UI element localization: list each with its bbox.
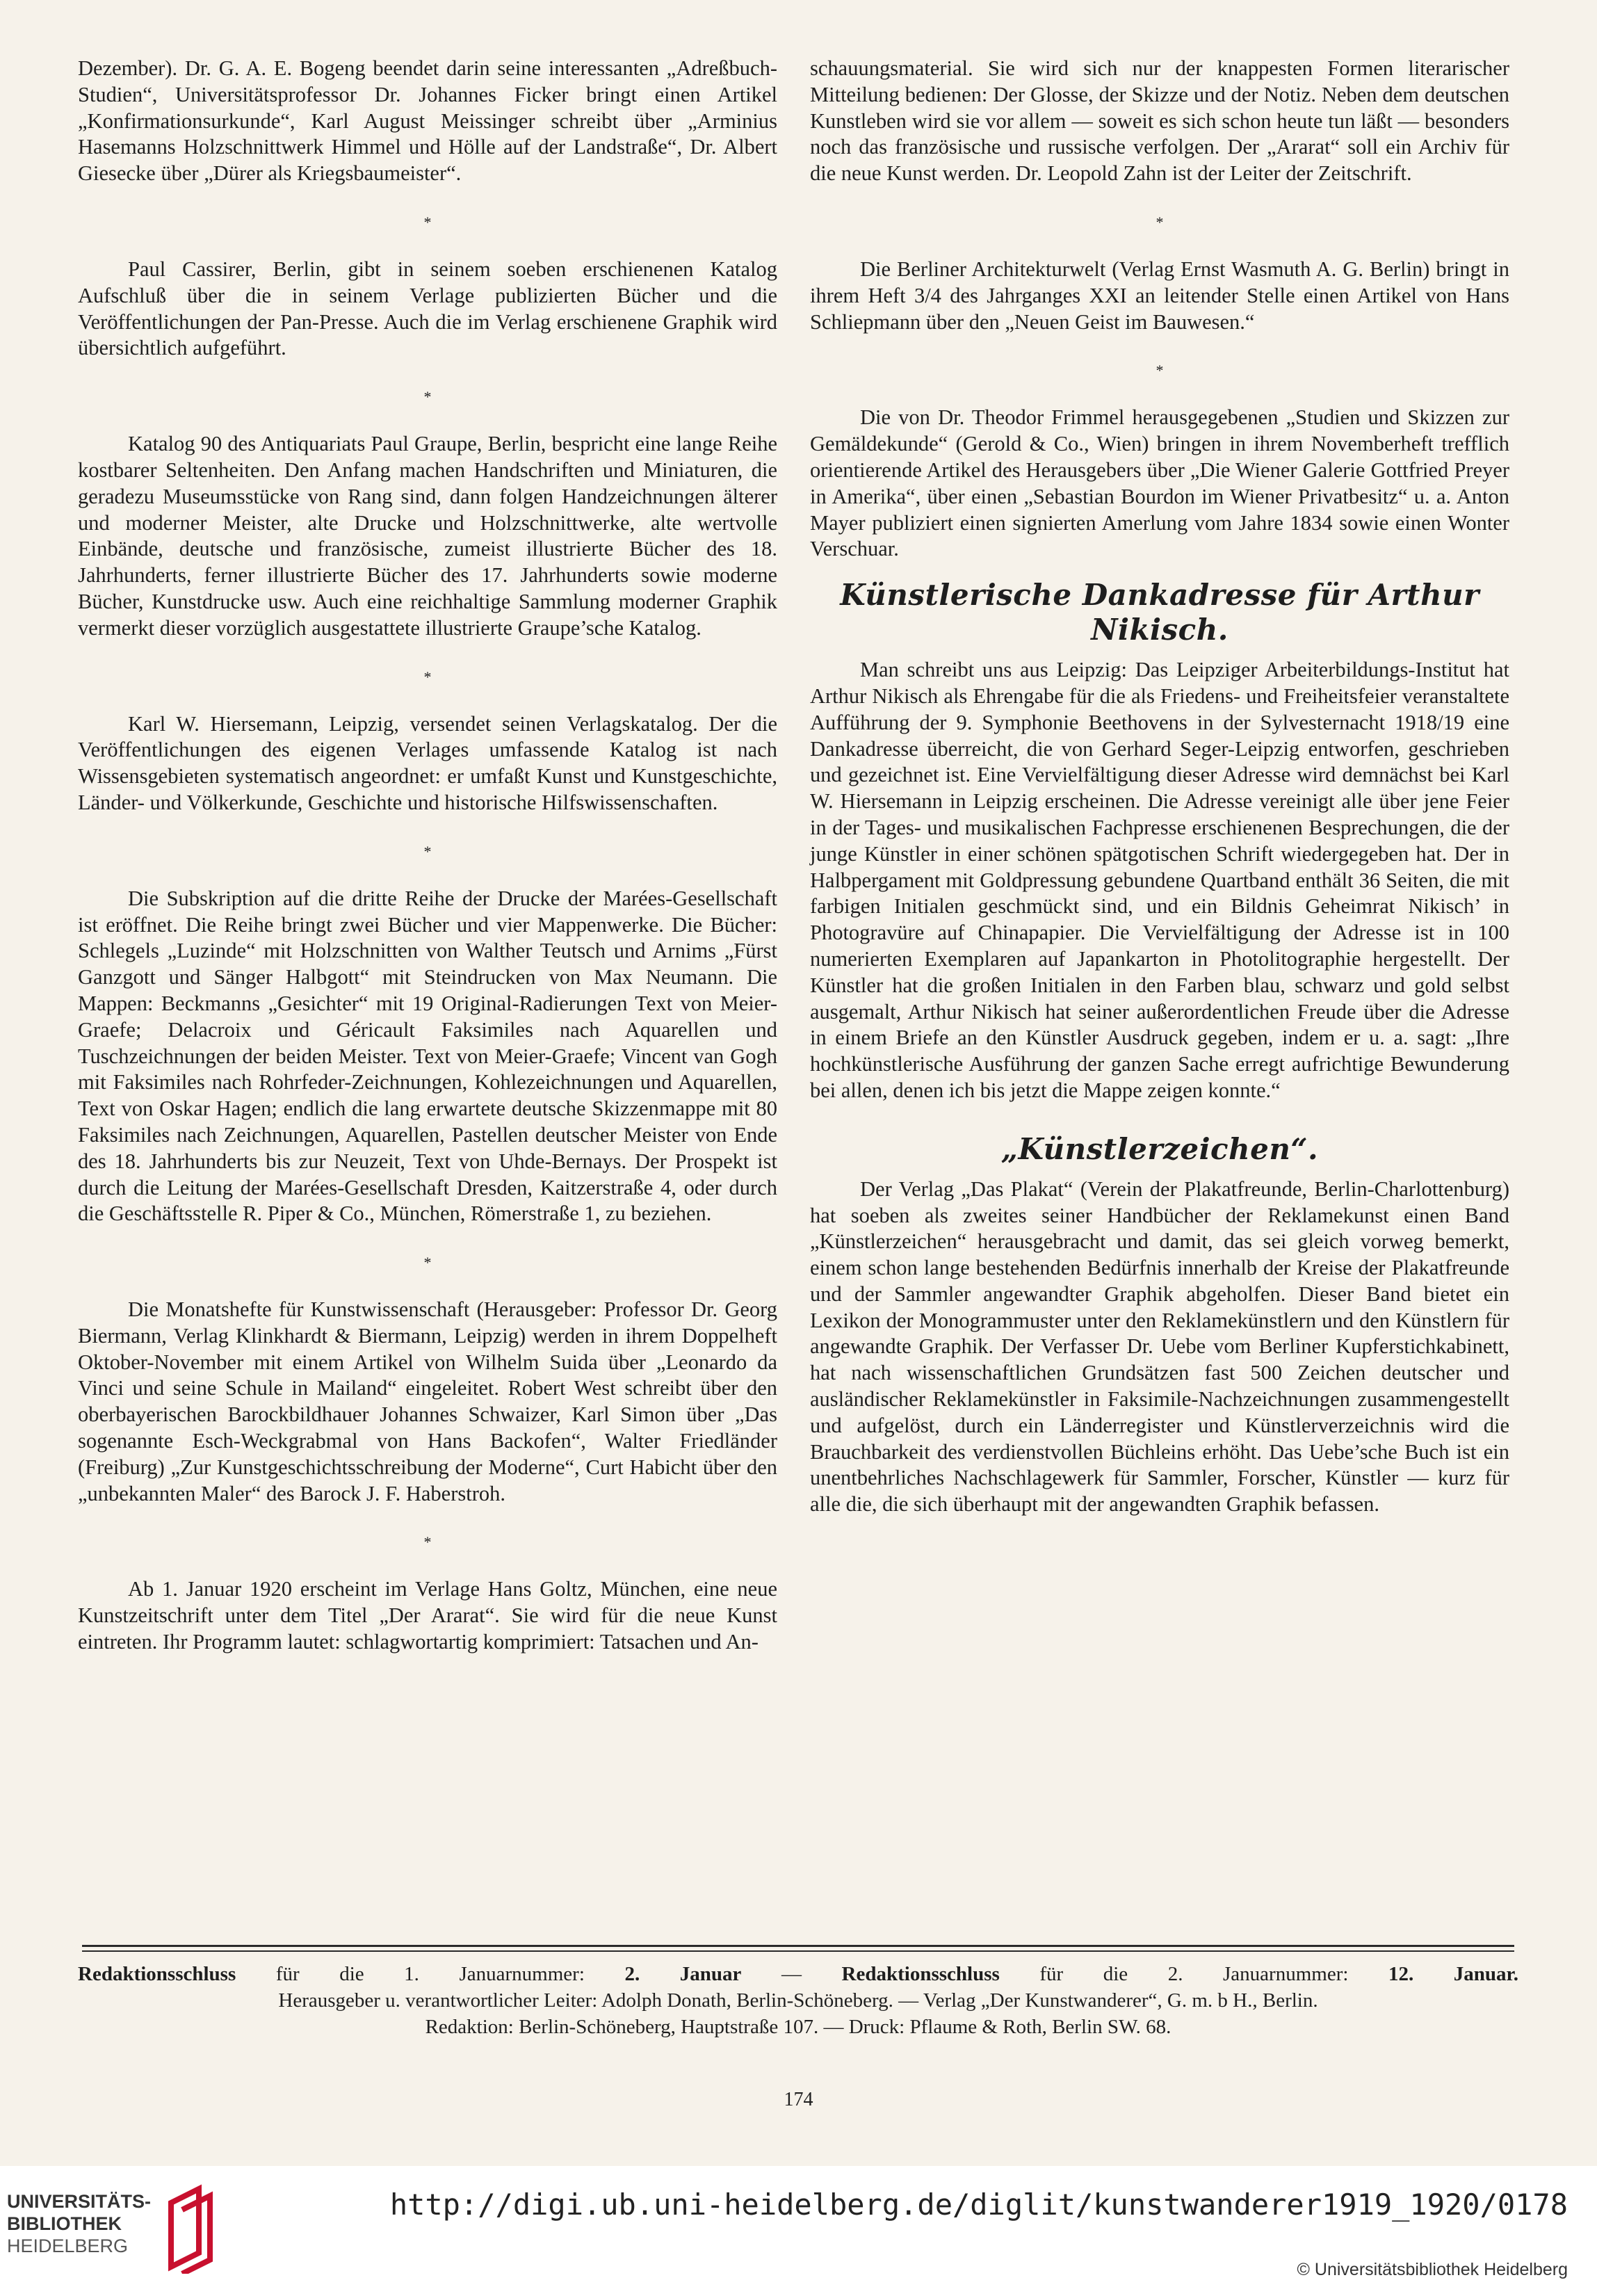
separator-star: * [423, 668, 432, 686]
paragraph: Paul Cassirer, Berlin, gibt in seinem soeben erschienenen Katalog Aufschluß über die in seinem Verlage publizierten Bücher und die Veröffentlichungen der Pan-Presse. Auch die im Verlag erschienene Graphik wird übersichtlich aufgeführt. [78, 257, 777, 360]
separator-star: * [423, 1533, 432, 1551]
separator-star: * [423, 1254, 432, 1272]
separator-star: * [423, 842, 432, 860]
separator-star: * [423, 213, 432, 231]
separator-star: * [1156, 362, 1164, 380]
paragraph: Die Monatshefte für Kunstwissenschaft (Herausgeber: Professor Dr. Georg Biermann, Verlag Klinkhardt & Biermann, Leipzig) werden in ihrem Doppelheft Oktober-November mit einem Artikel von Wilhelm Suida über „Leonardo da Vinci und seine Schule in Mailand“ eingeleitet. Robert West schreibt über den oberbayerischen Barockbildhauer Johannes Schwaizer, Karl Simon über „Das sogenannte Esch-Weckgrabmal von Hans Backofen“, Walter Friedländer (Freiburg) „Zur Kunstgeschichtsschreibung der Moderne“, Curt Habicht über den „unbekannten Maler“ des Barock J. F. Haberstroh. [78, 1297, 777, 1505]
logo-line: UNIVERSITÄTS- [7, 2191, 152, 2212]
right-column [810, 56, 1509, 1518]
deadline-date: 12. Januar. [1388, 1963, 1519, 1985]
dash: — [781, 1963, 802, 1985]
imprint-deadlines [78, 1961, 1518, 1987]
separator-star: * [1156, 213, 1164, 231]
logo-line: HEIDELBERG [7, 2236, 129, 2256]
paragraph: Man schreibt uns aus Leipzig: Das Leipziger Arbeiterbildungs-Institut hat Arthur Nikisch als Ehrengabe für die als Friedens- und Freiheitsfeier veranstaltete Aufführung der 9. Symphonie Beethovens in der Sylvesternacht 1918/19 eine Dankadresse überreicht, die von Gerhard Seger-Leipzig entworfen, geschrieben und gezeichnet ist. Eine Vervielfältigung dieser Adresse wird demnächst bei Karl W. Hiersemann in Leipzig erscheinen. Die Adresse vereinigt alle über jene Feier in der Tages- und musikalischen Fachpresse erschienenen Besprechungen, die der junge Künstler in einer schönen spätgotischen Schrift wiedergegeben hat. Der in Halbpergament mit Goldpressung gebundene Quartband enthält 36 Seiten, die mit farbigen Initialen geschmückt sind, und ein Bildnis Geheimrat Nikisch’ in Photogravüre auf Chinapapier. Die Vervielfältigung der Adresse ist in 100 numerierten Exemplaren auf Japankarton in Photolitographie hergestellt. Der Künstler hat die großen Initialen in den Farben blau, schwarz und gold selbst ausgemalt, Arthur Nikisch hat seiner außerordentlichen Freude über die Adresse in einem Briefe an den Künstler Ausdruck gegeben, indem er u. a. sagt: „Ihre hochkünstlerische Ausführung der ganzen Sache erregt aufrichtige Bewunderung bei allen, denen ich bis jetzt die Mappe zeigen konnte.“ [810, 658, 1509, 1102]
imprint-editorial: Redaktion: Berlin-Schöneberg, Hauptstraße 107. — Druck: Pflaume & Roth, Berlin SW. 68. [425, 2016, 1172, 2038]
page-number: 174 [784, 2089, 813, 2110]
paragraph: Die Berliner Architekturwelt (Verlag Ernst Wasmuth A. G. Berlin) bringt in ihrem Heft 3/4 des Jahrganges XXI an leitender Stelle einen Artikel von Hans Schliepmann über den „Neuen Geist im Bauwesen.“ [810, 257, 1509, 334]
footer-rule [82, 1945, 1514, 1947]
paragraph: Die von Dr. Theodor Frimmel herausgegebenen „Studien und Skizzen zur Gemäldekunde“ (Gerold & Co., Wien) bringen in ihrem Novemberheft trefflich orientierende Artikel des Herausgebers über „Die Wiener Galerie Gottfried Preyer in Amerika“, über einen „Sebastian Bourdon im Wiener Privatbesitz“ u. a. Anton Mayer publiziert einen signierten Amerlung vom Jahre 1834 sowie einen Wonter Verschuar. [810, 405, 1509, 561]
permalink-url[interactable]: http://digi.ub.uni-heidelberg.de/diglit/kunstwanderer1919_1920/0178 [389, 2188, 1568, 2222]
deadline-label: Redaktionsschluss [841, 1963, 1000, 1985]
library-logo-text [7, 2190, 153, 2257]
library-logo-icon [159, 2183, 220, 2274]
paragraph: schauungsmaterial. Sie wird sich nur der knappesten Formen literarischer Mitteilung bedienen: Der Glosse, der Skizze und der Notiz. Neben dem deutschen Kunstleben wird sie vor allem — soweit es sich schon heute tun läßt — besonders noch das französische und russische verfolgen. Der „Ararat“ soll ein Archiv für die neue Kunst werden. Dr. Leopold Zahn ist der Leiter der Zeitschrift. [810, 56, 1509, 186]
section-heading-kuenstlerzeichen: „Künstlerzeichen“. [1000, 1131, 1319, 1166]
paragraph: Dezember). Dr. G. A. E. Bogeng beendet darin seine interessanten „Adreßbuch-Studien“, Universitätsprofessor Dr. Johannes Ficker bringt einen Artikel „Konfirmationsurkunde“, Karl August Meissinger schreibt über „Arminius Hasemanns Holzschnittwerk Himmel und Hölle auf der Landstraße“, Dr. Albert Giesecke über „Dürer als Kriegsbaumeister“. [78, 56, 777, 186]
left-column [78, 56, 777, 1656]
imprint [78, 1961, 1518, 2040]
deadline-date: 2. Januar [624, 1963, 742, 1985]
footer-rule [82, 1950, 1514, 1952]
deadline-label: Redaktionsschluss [78, 1963, 236, 1985]
deadline-text: für die 2. Januarnummer: [1039, 1963, 1349, 1985]
section-heading-nikisch: Künstlerische Dankadresse für Arthur Nikisch. [840, 578, 1480, 647]
paragraph: Die Subskription auf die dritte Reihe der Drucke der Marées-Gesellschaft ist eröffnet. Die Reihe bringt zwei Bücher und vier Mappenwerke. Die Bücher: Schlegels „Luzinde“ mit Holzschnitten von Walther Teutsch und Arnims „Fürst Ganzgott und Sänger Halbgott“ mit Steindrucken von Max Neumann. Die Mappen: Beckmanns „Gesichter“ mit 19 Original-Radierungen Text von Meier-Graefe; Delacroix und Géricault Faksimiles nach Aquarellen und Tuschzeichnungen der beiden Meister. Text von Meier-Graefe; Vincent van Gogh mit Faksimiles nach Rohrfeder-Zeichnungen, Kohlezeichnungen und Aquarellen, Text von Oskar Hagen; endlich die lang erwartete deutsche Skizzenmappe mit 80 Faksimiles nach Zeichnungen, Aquarellen, Pastellen deutscher Meister von Ende des 18. Jahrhunderts bis zur Neuzeit, Text von Uhde-Bernays. Der Prospekt ist durch die Leitung der Marées-Gesellschaft Dresden, Kaitzerstraße 4, oder durch die Geschäftsstelle R. Piper & Co., München, Römerstraße 1, zu beziehen. [78, 886, 777, 1226]
imprint-publisher: Herausgeber u. verantwortlicher Leiter: Adolph Donath, Berlin-Schöneberg. — Verlag „Der Kunstwanderer“, G. m. b H., Berlin. [278, 1989, 1318, 2012]
paragraph: Der Verlag „Das Plakat“ (Verein der Plakatfreunde, Berlin-Charlottenburg) hat soeben als zweites seiner Handbücher der Reklamekunst einen Band „Künstlerzeichen“ herausgebracht und damit, das sei gleich vorweg bemerkt, einem schon lange bestehenden Bedürfnis innerhalb der Kreise der Plakatfreunde und der Sammler angewandter Graphik abgeholfen. Dieser Band bietet ein Lexikon der Monogrammuster unter den Reklamekünstlern und den Künstlern für angewandte Graphik. Der Verfasser Dr. Uebe vom Berliner Kupferstichkabinett, hat nach wissenschaftlichen Grundsätzen fast 500 Zeichen deutscher und ausländischer Reklamekünstler in Faksimile-Nachzeichnungen zusammengestellt und aufgelöst, durch ein Länderregister und Künstlerverzeichnis wird die Brauchbarkeit des verdienstvollen Büchleins erhöht. Das Uebe’sche Buch ist ein unentbehrliches Nachschlagewerk für Sammler, Forscher, Künstler — kurz für alle die, die sich überhaupt mit der angewandten Graphik befassen. [810, 1177, 1509, 1517]
deadline-text: für die 1. Januarnummer: [275, 1963, 585, 1985]
paragraph: Karl W. Hiersemann, Leipzig, versendet seinen Verlagskatalog. Der die Veröffentlichungen des eigenen Verlages umfassende Katalog ist nach Wissensgebieten systematisch angeordnet: er umfaßt Kunst und Kunstgeschichte, Länder- und Völkerkunde, Geschichte und historische Hilfswissenschaften. [78, 711, 777, 814]
paragraph: Katalog 90 des Antiquariats Paul Graupe, Berlin, bespricht eine lange Reihe kostbarer Seltenheiten. Den Anfang machen Handschriften und Miniaturen, die geradezu Museumsstücke von Rang sind, dann folgen Handzeichnungen älterer und moderner Meister, alte Drucke und Holzschnittwerke, alte wertvolle Einbände, deutsche und französische, zumeist illustrierte Bücher des 18. Jahrhunderts, ferner illustrierte Bücher des 17. Jahrhunderts sowie moderne Bücher, Kunstdrucke usw. Auch eine reichhaltige Sammlung moderner Graphik vermerkt dieser vorzüglich ausgestattete illustrierte Graupe’sche Katalog. [78, 432, 777, 640]
logo-line: BIBLIOTHEK [7, 2213, 122, 2234]
copyright-notice: © Universitätsbibliothek Heidelberg [1297, 2260, 1568, 2279]
separator-star: * [423, 388, 432, 406]
paragraph: Ab 1. Januar 1920 erscheint im Verlage Hans Goltz, München, eine neue Kunstzeitschrift unter dem Titel „Der Ararat“. Sie wird für die neue Kunst eintreten. Ihr Programm lautet: schlagwortartig komprimiert: Tatsachen und An- [78, 1577, 777, 1654]
